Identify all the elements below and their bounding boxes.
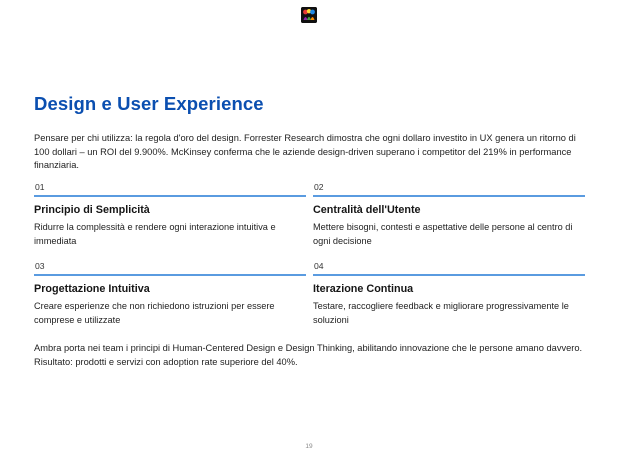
page-number: 19 xyxy=(305,443,313,450)
card-title: Centralità dell'Utente xyxy=(313,204,421,216)
intro-paragraph: Pensare per chi utilizza: la regola d'oro del design. Forrester Research dimostra che ogni dollaro investito in UX genera un ritorno di 100 dollari – un ROI del 9.900%. McKinsey conferma che le aziende design-driven superano i competitor del 219% in performance finanziaria. xyxy=(34,133,576,170)
card-description: Ridurre la complessità e rendere ogni interazione intuitiva e immediata xyxy=(34,222,276,246)
card-description: Mettere bisogni, contesti e aspettative delle persone al centro di ogni decisione xyxy=(313,222,573,246)
card-divider xyxy=(34,195,306,197)
principle-card xyxy=(34,261,306,327)
card-number: 02 xyxy=(314,182,324,192)
card-description: Creare esperienze che non richiedono istruzioni per essere comprese e utilizzate xyxy=(34,301,275,325)
card-title: Progettazione Intuitiva xyxy=(34,283,150,295)
colorful-figures-logo-icon xyxy=(301,7,317,23)
card-title: Principio di Semplicità xyxy=(34,204,150,216)
card-number: 03 xyxy=(35,261,45,271)
card-number: 04 xyxy=(314,261,324,271)
card-description: Testare, raccogliere feedback e migliorare progressivamente le soluzioni xyxy=(313,301,569,325)
page-title: Design e User Experience xyxy=(34,93,264,114)
card-divider xyxy=(34,274,306,276)
card-divider xyxy=(313,274,585,276)
card-number: 01 xyxy=(35,182,45,192)
card-title: Iterazione Continua xyxy=(313,283,414,295)
card-divider xyxy=(313,195,585,197)
principle-card xyxy=(34,182,306,248)
outro-paragraph: Ambra porta nei team i principi di Human-Centered Design e Design Thinking, abilitando innovazione che le persone amano davvero. Risultato: prodotti e servizi con adoption rate superiore del 40%. xyxy=(34,343,583,367)
principle-card xyxy=(313,182,585,248)
principle-card xyxy=(313,261,585,327)
